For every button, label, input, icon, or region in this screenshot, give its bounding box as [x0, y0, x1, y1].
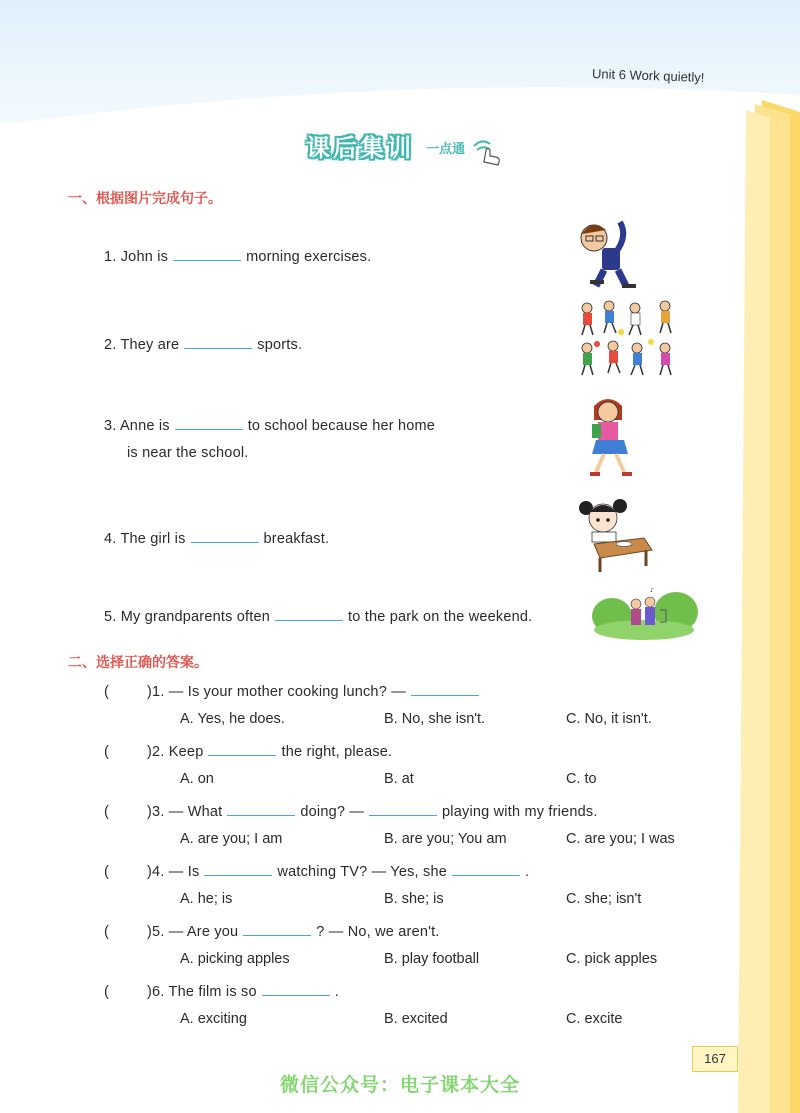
- answer-paren-open: (: [104, 984, 110, 1000]
- s2-question-1: [104, 681, 484, 700]
- answer-blank[interactable]: [208, 741, 276, 756]
- answer-blank[interactable]: [411, 681, 479, 696]
- answer-blank[interactable]: [191, 528, 259, 543]
- option-c[interactable]: C. pick apples: [566, 951, 658, 967]
- question-number: 4.: [104, 531, 117, 547]
- option-a[interactable]: A. exciting: [180, 1011, 247, 1027]
- s2-question-6: [104, 981, 339, 1000]
- s1-question-1: [104, 246, 371, 265]
- question-text: The girl is: [120, 531, 186, 547]
- question-text: .: [334, 984, 339, 1000]
- question-text: the right, please.: [281, 744, 393, 760]
- answer-blank[interactable]: [173, 246, 241, 261]
- question-text: — Are you: [168, 924, 239, 940]
- girl-eating-breakfast-icon: [574, 494, 654, 576]
- question-text: — What: [168, 804, 223, 820]
- question-number: )2.: [147, 744, 165, 760]
- option-a[interactable]: A. picking apples: [180, 951, 290, 967]
- man-doing-exercise-icon: [572, 214, 642, 290]
- s2-question-3: [104, 801, 598, 820]
- question-number: 2.: [104, 337, 117, 353]
- question-number: )4.: [147, 864, 165, 880]
- page-number: 167: [692, 1046, 738, 1072]
- s1-question-3: [104, 415, 435, 434]
- question-text: morning exercises.: [246, 249, 372, 265]
- option-b[interactable]: B. play football: [384, 951, 480, 967]
- option-a[interactable]: A. he; is: [180, 891, 233, 907]
- question-text: playing with my friends.: [442, 804, 598, 820]
- question-number: 3.: [104, 418, 117, 434]
- option-a[interactable]: A. are you; I am: [180, 831, 283, 847]
- answer-blank[interactable]: [452, 861, 520, 876]
- question-text: My grandparents often: [120, 609, 271, 625]
- elderly-in-park-icon: [592, 586, 698, 640]
- s2-question-2: [104, 741, 392, 760]
- answer-paren-open: (: [104, 684, 110, 700]
- answer-paren-open: (: [104, 744, 110, 760]
- option-c[interactable]: C. she; isn't: [566, 891, 642, 907]
- title-sub: 一点通: [426, 142, 466, 157]
- title-main: 课后集训: [306, 134, 414, 162]
- option-c[interactable]: C. to: [566, 771, 597, 787]
- option-a[interactable]: A. on: [180, 771, 214, 787]
- s1-question-3-line2: is near the school.: [127, 445, 249, 461]
- option-b[interactable]: B. at: [384, 771, 414, 787]
- children-playing-sports-icon: [575, 298, 685, 382]
- s1-question-2: [104, 334, 302, 353]
- question-text: The film is so: [168, 984, 257, 1000]
- question-text: breakfast.: [263, 531, 330, 547]
- question-text: John is: [120, 249, 169, 265]
- question-text: doing? —: [300, 804, 365, 820]
- option-c[interactable]: C. No, it isn't.: [566, 711, 652, 727]
- section-title-banner: [298, 122, 508, 172]
- option-b[interactable]: B. No, she isn't.: [384, 711, 486, 727]
- answer-paren-open: (: [104, 924, 110, 940]
- question-number: )6.: [147, 984, 165, 1000]
- question-text: Keep: [168, 744, 204, 760]
- svg-text:♪: ♪: [650, 587, 654, 594]
- unit-header: Unit 6 Work quietly!: [591, 66, 705, 85]
- question-number: )5.: [147, 924, 165, 940]
- question-text: .: [524, 864, 530, 880]
- question-text: ? — No, we aren't.: [316, 924, 440, 940]
- option-c[interactable]: C. excite: [566, 1011, 623, 1027]
- footer-watermark: 微信公众号：电子课本大全: [279, 1074, 520, 1096]
- s1-question-5: [104, 606, 532, 625]
- answer-paren-open: (: [104, 804, 110, 820]
- answer-blank[interactable]: [369, 801, 437, 816]
- s1-question-4: [104, 528, 329, 547]
- answer-blank[interactable]: [204, 861, 272, 876]
- answer-blank[interactable]: [184, 334, 252, 349]
- answer-blank[interactable]: [275, 606, 343, 621]
- question-text: sports.: [257, 337, 303, 353]
- answer-blank[interactable]: [243, 921, 311, 936]
- answer-blank[interactable]: [175, 415, 243, 430]
- girl-walking-icon: [580, 394, 640, 480]
- section1-heading: 一、根据图片完成句子。: [68, 191, 222, 207]
- question-text: to the park on the weekend.: [348, 609, 533, 625]
- section2-heading: 二、选择正确的答案。: [68, 655, 208, 671]
- question-text: watching TV? — Yes, she: [277, 864, 447, 880]
- option-b[interactable]: B. are you; You am: [384, 831, 507, 847]
- s2-question-5: [104, 921, 440, 940]
- question-text: They are: [120, 337, 180, 353]
- question-text: Anne is: [119, 418, 170, 434]
- question-number: 5.: [104, 609, 117, 625]
- option-b[interactable]: B. she; is: [384, 891, 444, 907]
- s2-question-4: [104, 861, 529, 880]
- pointing-hand-icon: [470, 136, 504, 166]
- answer-paren-open: (: [104, 864, 110, 880]
- option-b[interactable]: B. excited: [384, 1011, 448, 1027]
- question-text: to school because her home: [247, 418, 436, 434]
- question-number: )1.: [147, 684, 165, 700]
- question-number: )3.: [147, 804, 165, 820]
- question-text: — Is your mother cooking lunch? —: [168, 684, 406, 700]
- option-a[interactable]: A. Yes, he does.: [180, 711, 285, 727]
- question-text: — Is: [168, 864, 200, 880]
- answer-blank[interactable]: [227, 801, 295, 816]
- option-c[interactable]: C. are you; I was: [566, 831, 675, 847]
- answer-blank[interactable]: [262, 981, 330, 996]
- question-number: 1.: [104, 249, 117, 265]
